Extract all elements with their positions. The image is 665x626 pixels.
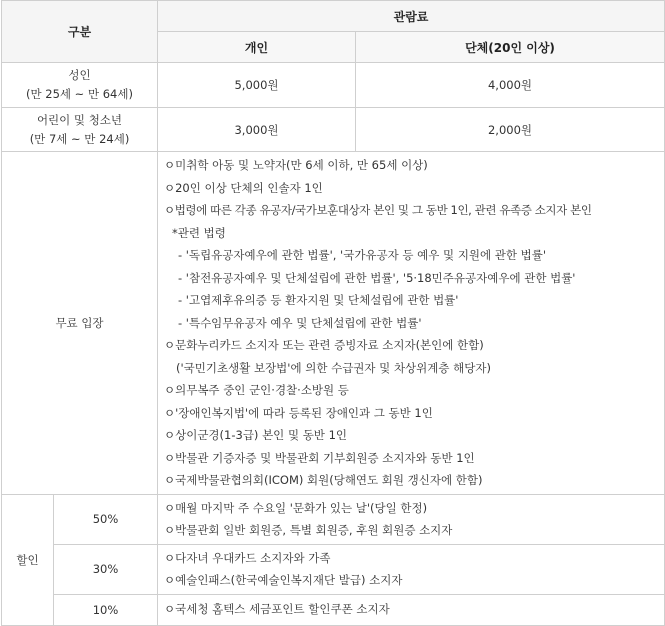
free-admission-line: - '특수임무유공자 예우 및 단체설립에 관한 법률' bbox=[178, 315, 422, 330]
discount-row-30 bbox=[2, 544, 665, 594]
free-admission-line: ㅇ20인 이상 단체의 인솔자 1인 bbox=[164, 180, 323, 195]
free-admission-line: ㅇ미취학 아동 및 노약자(만 6세 이하, 만 65세 이상) bbox=[164, 158, 428, 172]
group-header: 단체(20인 이상) bbox=[356, 32, 665, 63]
free-admission-row bbox=[2, 152, 665, 495]
discount-10-conditions bbox=[158, 594, 665, 625]
free-admission-line: ㅇ상이군경(1-3급) 본인 및 동반 1인 bbox=[164, 428, 348, 442]
free-admission-conditions bbox=[158, 152, 665, 495]
adult-row bbox=[2, 63, 665, 108]
discount-rate-10: 10% bbox=[54, 594, 158, 625]
free-admission-line: *관련 법령 bbox=[172, 225, 226, 240]
adult-group-price: 4,000원 bbox=[356, 63, 665, 108]
adult-label: 성인 bbox=[68, 68, 91, 82]
youth-group-price: 2,000원 bbox=[356, 108, 665, 152]
adult-age-range: (만 25세 ~ 만 64세) bbox=[26, 87, 133, 101]
youth-label-cell bbox=[2, 108, 158, 152]
discount-50-conditions bbox=[158, 494, 665, 544]
admission-fee-header: 관람료 bbox=[158, 1, 665, 32]
header-row-1 bbox=[2, 1, 665, 32]
discount-row-10 bbox=[2, 594, 665, 625]
discount-rate-50: 50% bbox=[54, 494, 158, 544]
discount-line: ㅇ박물관회 일반 회원증, 특별 회원증, 후원 회원증 소지자 bbox=[164, 523, 453, 537]
free-admission-line: ㅇ법령에 따른 각종 유공자/국가보훈대상자 본인 및 그 동반 1인, 관련 유족증 소지자 본인 bbox=[164, 203, 592, 217]
discount-label: 할인 bbox=[2, 494, 54, 625]
youth-row bbox=[2, 108, 665, 152]
discount-row-50 bbox=[2, 494, 665, 544]
discount-line: ㅇ국세청 홈텍스 세금포인트 할인쿠폰 소지자 bbox=[164, 602, 390, 617]
youth-age-range: (만 7세 ~ 만 24세) bbox=[29, 131, 130, 146]
discount-line: ㅇ매월 마지막 주 수요일 '문화가 있는 날'(당일 한정) bbox=[164, 500, 428, 515]
discount-30-conditions bbox=[158, 544, 665, 594]
admission-fee-table bbox=[1, 0, 665, 626]
free-admission-line: ('국민기초생활 보장법'에 의한 수급권자 및 차상위계층 해당자) bbox=[176, 360, 491, 375]
free-admission-line: ㅇ'장애인복지법'에 따라 등록된 장애인과 그 동반 1인 bbox=[164, 405, 433, 420]
youth-label: 어린이 및 청소년 bbox=[36, 112, 123, 127]
discount-rate-30: 30% bbox=[54, 544, 158, 594]
youth-individual-price: 3,000원 bbox=[158, 108, 356, 152]
free-admission-line: ㅇ의무복주 중인 군인·경찰·소방원 등 bbox=[164, 383, 349, 397]
category-header: 구분 bbox=[2, 1, 158, 63]
discount-line: ㅇ예술인패스(한국예술인복지재단 발급) 소지자 bbox=[164, 573, 403, 587]
adult-individual-price: 5,000원 bbox=[158, 63, 356, 108]
adult-label-cell bbox=[2, 63, 158, 108]
discount-line: ㅇ다자녀 우대카드 소지자와 가족 bbox=[164, 550, 331, 565]
free-admission-line: - '고엽제후유의증 등 환자지원 및 단체설립에 관한 법률' bbox=[178, 293, 459, 307]
individual-header: 개인 bbox=[158, 32, 356, 63]
free-admission-line: ㅇ박물관 기증자증 및 박물관회 기부회원증 소지자와 동반 1인 bbox=[164, 450, 475, 465]
free-admission-line: ㅇ문화누리카드 소지자 또는 관련 증빙자료 소지자(본인에 한함) bbox=[164, 338, 484, 352]
free-admission-line: - '참전유공자예우 및 단체설립에 관한 법률', '5·18민주유공자예우에 관한 법률' bbox=[178, 270, 576, 285]
free-admission-label: 무료 입장 bbox=[2, 152, 158, 495]
free-admission-line: ㅇ국제박물관협의회(ICOM) 회원(당해연도 회원 갱신자에 한함) bbox=[164, 473, 483, 487]
free-admission-line: - '독립유공자예우에 관한 법률', '국가유공자 등 예우 및 지원에 관한 법률' bbox=[178, 248, 547, 262]
